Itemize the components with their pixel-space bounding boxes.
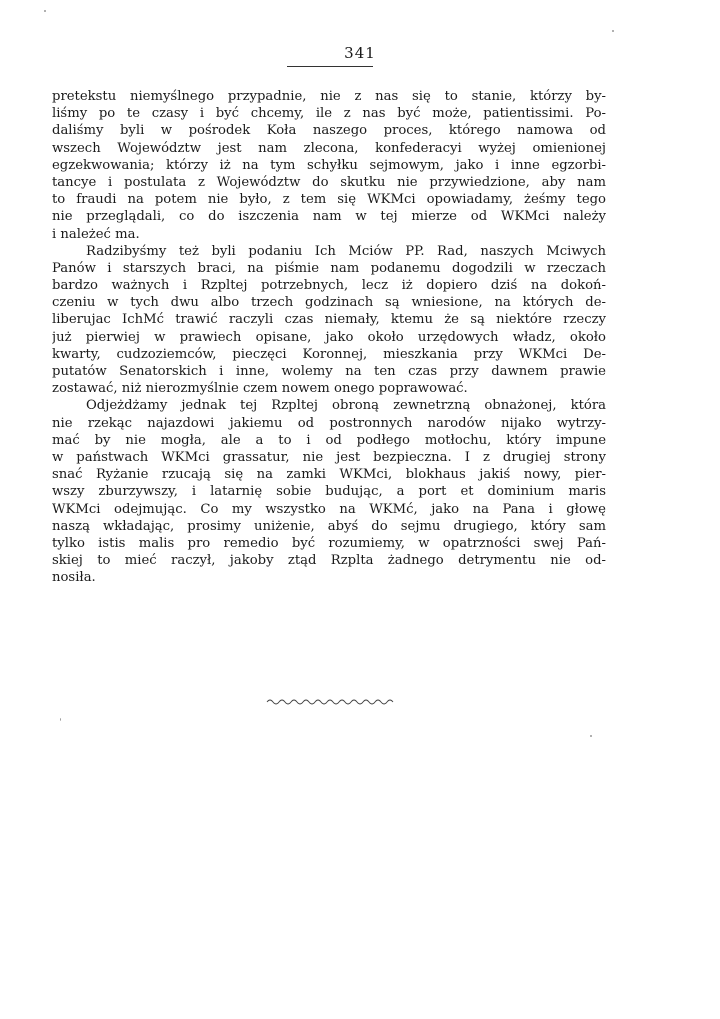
text-line: liśmy po te czasy i być chcemy, ile z nas być może, patientissimi. Po- (52, 106, 606, 122)
paper-speck (612, 30, 614, 32)
text-line: i należeć ma. (52, 226, 140, 242)
paper-speck (590, 735, 592, 737)
page-number-rule (287, 66, 373, 67)
text-line: liberujac IchMć trawić raczyli czas niemały, ktemu że są niektóre rzeczy (52, 312, 606, 328)
text-line: wszy zburzywszy, i latarnię sobie budując, a port et dominium maris (52, 484, 606, 500)
wavy-ornament-divider (265, 697, 395, 707)
text-line: WKMci odejmując. Co my wszystko na WKMć, jako na Pana i głowę (52, 501, 606, 517)
text-line: czeniu w tych dwu albo trzech godzinach są wniesione, na których de- (52, 295, 606, 311)
text-line: egzekwowania; którzy iż na tym schyłku sejmowym, jako i inne egzorbi- (52, 157, 606, 173)
text-line: nie przeglądali, co do iszczenia nam w tej mierze od WKMci należy (52, 209, 606, 225)
text-line: mać by nie mogła, ale a to i od podłego motłochu, który impune (52, 432, 606, 448)
text-line: to fraudi na potem nie było, z tem się WKMci opowiadamy, żeśmy tego (52, 192, 606, 208)
text-line: naszą wkładając, prosimy uniżenie, abyś do sejmu drugiego, który sam (52, 518, 606, 534)
text-line: nosiła. (52, 570, 96, 586)
text-line: tylko istis malis pro remedio być rozumiemy, w opatrzności swej Pań- (52, 535, 606, 551)
text-line: nie rzekąc najazdowi jakiemu od postronnych narodów nijako wytrzy- (52, 415, 606, 431)
text-line: pretekstu niemyślnego przypadnie, nie z nas się to stanie, którzy by- (52, 89, 606, 104)
text-line: snać Ryżanie rzucają się na zamki WKMci, blokhaus jakiś nowy, pier- (52, 467, 606, 483)
text-line: Panów i starszych braci, na piśmie nam podanemu dogodzili w rzeczach (52, 260, 606, 276)
text-line: daliśmy byli w pośrodek Koła naszego proces, którego namowa od (52, 123, 606, 139)
text-line: w państwach WKMci grassatur, nie jest bezpieczna. I z drugiej strony (52, 449, 606, 465)
text-line: tancye i postulata z Województw do skutku nie przywiedzione, aby nam (52, 174, 606, 190)
text-line: wszech Województw jest nam zlecona, konfederacyi wyżej omienionej (52, 140, 606, 156)
text-line: bardzo ważnych i Rzpltej potrzebnych, lecz iż dopiero dziś na dokoń- (52, 278, 606, 294)
text-line: Radzibyśmy też byli podaniu Ich Mciów PP. Rad, naszych Mciwych (86, 243, 606, 259)
paragraph-1 (52, 88, 606, 243)
text-line: już pierwiej w prawiech opisane, jako około urzędowych władz, około (52, 329, 606, 345)
text-line: skiej to mieć raczył, jakoby ztąd Rzplta żadnego detrymentu nie od- (52, 553, 606, 569)
text-line: Odjeżdżamy jednak tej Rzpltej obroną zewnetrzną obnażonej, która (86, 398, 606, 414)
text-line: putatów Senatorskich i inne, wolemy na ten czas przy dawnem prawie (52, 364, 606, 379)
paragraph-3 (52, 397, 606, 586)
page-number: 341 (344, 44, 376, 62)
text-line: zostawać, niż nierozmyślnie czem nowem onego poprawować. (52, 381, 468, 397)
paper-speck (44, 10, 46, 12)
text-line: kwarty, cudzoziemców, pieczęci Koronnej, mieszkania przy WKMci De- (52, 346, 606, 362)
paragraph-2 (52, 243, 606, 398)
body-text (52, 88, 606, 586)
paper-speck (60, 718, 61, 721)
